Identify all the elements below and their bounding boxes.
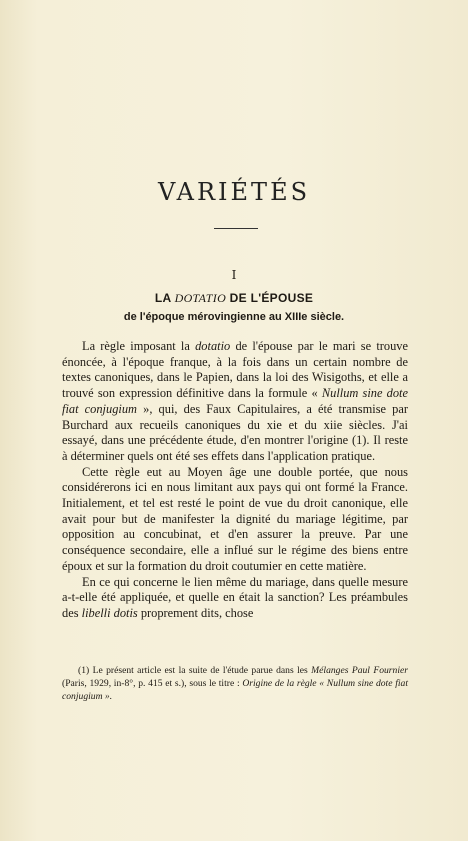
- article-heading: [0, 291, 468, 306]
- page-title: VARIÉTÉS: [157, 178, 311, 206]
- text-run: (1) Le présent article est la suite de l'étude parue dans les: [78, 665, 312, 676]
- article-body: [62, 339, 408, 622]
- text-run: Cette règle eut au Moyen âge une double portée, que nous considérerons ici en nous limitant aux pays qui ont formé la France. Initialement, et tel est resté le point de vue du droit canonique, elle avait pour but de manifester la dignité du mariage légitime, par opposition au concubinat, et d'en assurer la preuve. Par une conséquence secondaire, elle a influé sur le régime des biens entre époux et sur la formation du droit coutumier en cette matière.: [62, 464, 408, 573]
- title-divider: [214, 228, 258, 229]
- italic-run: Nullum sine dote fiat conjugium: [62, 386, 408, 416]
- section-number: I: [231, 268, 237, 282]
- italic-run: Origine de la règle « Nullum sine dote fiat conjugium ».: [62, 678, 408, 702]
- paragraph: [62, 465, 408, 575]
- article-subheading: de l'époque mérovingienne au XIIIe siècle.: [123, 311, 345, 323]
- text-run: », qui, des Faux Capitulaires, a été transmise par Burchard aux recueils canoniques du xie et du xiie siècles. J'ai essayé, dans une précédente étude, d'en montrer l'origine (1). Il reste à déterminer quels ont été ses effets dans l'application pratique.: [62, 401, 408, 463]
- heading-prefix: LA: [154, 291, 175, 305]
- heading-italic: DOTATIO: [174, 291, 227, 305]
- italic-run: libelli dotis: [81, 605, 138, 620]
- text-run: En ce qui concerne le lien même du mariage, dans quelle mesure a-t-elle été appliquée, et quelle en était la sanction? Les préambules des: [62, 574, 408, 620]
- italic-run: Mélanges Paul Fournier: [311, 665, 408, 676]
- footnote: [62, 664, 408, 703]
- text-run: (Paris, 1929, in-8°, p. 415 et s.), sous le titre :: [62, 678, 243, 689]
- text-run: La règle imposant la: [82, 339, 196, 353]
- italic-run: dotatio: [195, 339, 231, 353]
- text-run: proprement dits, chose: [137, 605, 254, 620]
- text-run: de l'épouse par le mari se trouve énoncée, à l'époque franque, à la fois dans un certain nombre de textes canoniques, dans le Papien, dans la loi des Wisigoths, et elle a trouvé son expression définitive dans la formule «: [62, 339, 408, 401]
- paragraph: [62, 339, 408, 465]
- heading-suffix: DE L'ÉPOUSE: [226, 291, 314, 305]
- paragraph: [62, 575, 408, 622]
